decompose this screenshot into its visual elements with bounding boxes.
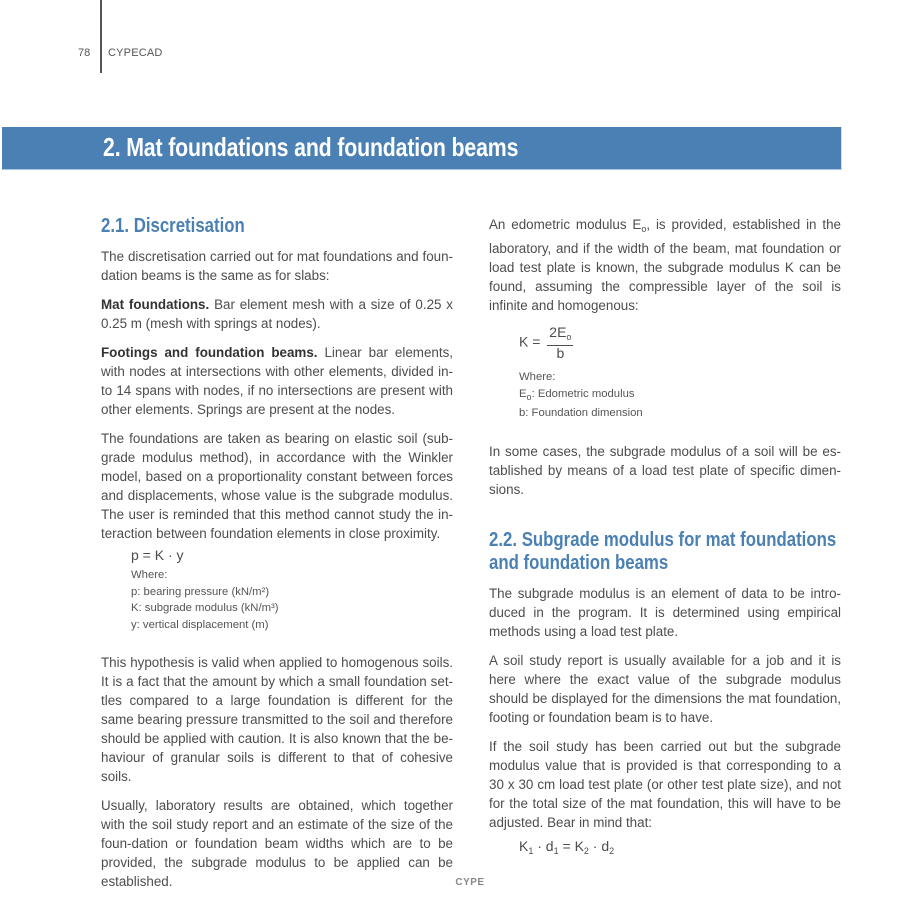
paragraph-edometric <box>489 215 841 315</box>
paragraph: Usually, laboratory results are obtained, which together with the soil study report and an estimate of the size of the foun-dation or foundation beam widths which are to be provided, the subgrade modulus to be applied can be established. <box>101 798 453 889</box>
formula-part: K <box>519 837 529 854</box>
chapter-banner <box>2 127 842 170</box>
paragraph: In some cases, the subgrade modulus of a soil will be es-tablished by means of a load test plate of specific dimen-sions. <box>489 443 841 497</box>
subscript: 2 <box>609 845 615 856</box>
where-label: Where: <box>519 371 556 383</box>
legend-E <box>519 386 841 406</box>
fraction-denominator: b <box>556 345 565 361</box>
section-title-subgrade-modulus <box>489 528 837 575</box>
subscript: 2 <box>583 845 589 856</box>
paragraph: If the soil study has been carried out but the subgrade modulus value that is provided is that corresponding to a 30 x 30 cm load test plate (or other test plate size), and not for the total size of the mat foundation, this will have to be adjusted. Bear in mind that: <box>489 738 841 830</box>
legend-symbol: E <box>519 387 527 400</box>
subscript: o <box>526 391 532 402</box>
formula-part: = K <box>558 837 584 854</box>
subscript: o <box>566 332 572 342</box>
where-label: Where: <box>131 569 168 581</box>
paragraph-mat-foundations <box>101 295 453 333</box>
paragraph: A soil study report is usually available for a job and it is here where the exact value of the subgrade modulus should be displayed for the dimensions the mat foundation, footing or foundation beam is to have. <box>489 652 841 725</box>
left-column <box>101 215 453 901</box>
formula-lhs: K = <box>519 333 541 350</box>
section-title-line: and foundation beams <box>489 551 669 574</box>
legend-b: b: Foundation dimension <box>519 407 643 419</box>
paragraph: The subgrade modulus is an element of data to be intro-duced in the program. It is determined using empirical methods using a load test plate. <box>489 585 841 639</box>
paragraph-text: An edometric modulus E <box>489 217 642 232</box>
legend-K: K: subgrade modulus (kN/m³) <box>131 602 279 614</box>
subscript: 1 <box>553 845 559 856</box>
numerator-text: 2E <box>549 324 567 340</box>
formula-winkler: p = K · y <box>131 547 184 563</box>
footer-brand: CYPE <box>455 877 485 888</box>
paragraph-text: Bar element mesh with a size of 0.25 x 0.25 m (mesh with springs at nodes). <box>101 297 453 331</box>
paragraph-text: , is provided, established in the laboratory, and if the width of the beam, mat foundation or load test plate is known, the subgrade modulus K can be found, assuming the compressible layer of the soil is infinite and homogenous: <box>489 217 841 313</box>
fraction-numerator <box>547 325 573 346</box>
paragraph-footings <box>101 343 453 419</box>
formula-legend <box>519 369 841 422</box>
header-divider-line <box>100 0 102 73</box>
term-mat-foundations: Mat foundations. <box>101 297 210 312</box>
legend-text: : Edometric modulus <box>531 387 635 400</box>
subscript: 1 <box>528 845 534 856</box>
subscript: o <box>641 224 647 234</box>
chapter-title: 2. Mat foundations and foundation beams <box>103 132 519 162</box>
formula-adjustment <box>519 838 841 856</box>
formula-part: · d <box>533 837 554 854</box>
paragraph: This hypothesis is valid when applied to homogenous soils. It is a fact that the amount by which a small foundation set-tles compared to a large foundation is different for the same bearing pressure transmitted to the soil and therefore should be applied with caution. It is also known that the be-haviour of granular soils is different to that of cohesive soils. <box>101 655 453 784</box>
fraction <box>547 325 573 361</box>
formula-legend <box>131 567 453 633</box>
paragraph: The discretisation carried out for mat foundations and foun-dation beams is the same as for slabs: <box>101 249 453 283</box>
legend-y: y: vertical displacement (m) <box>131 618 269 631</box>
formula-part: · d <box>588 837 610 854</box>
section-title-discretisation: 2.1. Discretisation <box>101 215 245 237</box>
right-column <box>489 215 841 860</box>
paragraph-text: Linear bar elements, with nodes at intersections with other elements, divided in-to 14 spans with nodes, if no intersections are present with other elements. Springs are present at the nodes. <box>101 345 453 417</box>
section-title-line: 2.2. Subgrade modulus for mat foundations <box>489 528 837 551</box>
paragraph: The foundations are taken as bearing on elastic soil (sub-grade modulus method), in accordance with the Winkler model, based on a proportionality constant between forces and displacements, whose value is the subgrade modulus. The user is reminded that this method cannot study the in-teraction between foundation elements in close proximity. <box>101 431 453 541</box>
running-title: CYPECAD <box>108 47 163 59</box>
page-number: 78 <box>78 47 91 59</box>
term-footings: Footings and foundation beams. <box>101 345 318 360</box>
legend-p: p: bearing pressure (kN/m²) <box>131 585 270 598</box>
formula-subgrade-modulus <box>519 325 841 361</box>
